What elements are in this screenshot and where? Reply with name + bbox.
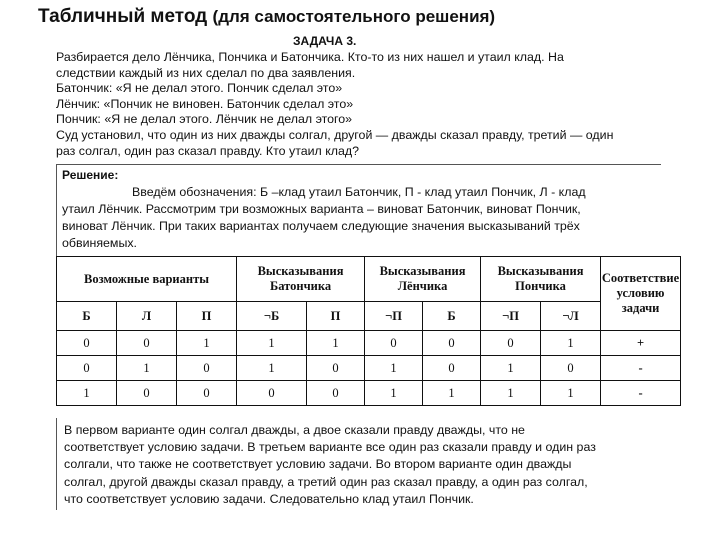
table-cell: 0 — [177, 381, 237, 406]
table-cell: 0 — [237, 381, 307, 406]
problem-line: Разбирается дело Лёнчика, Пончика и Батончика. Кто-то из них нашел и утаил клад. На — [56, 50, 564, 64]
problem-line: следствии каждый из них сделал по два заявления. — [56, 65, 356, 80]
title-main: Табличный метод — [38, 6, 208, 27]
table-cell: 1 — [237, 356, 307, 381]
subheader-cell: Л — [117, 302, 177, 331]
conclusion-line: что соответствует условию задачи. Следовательно клад утаил Пончик. — [64, 491, 474, 506]
table-cell: 1 — [481, 381, 541, 406]
subheader-cell: ¬П — [481, 302, 541, 331]
problem-line: раз солгал, один раз сказал правду. Кто утаил клад? — [56, 143, 360, 158]
solution-line: Введём обозначения: Б –клад утаил Батончик, П - клад утаил Пончик, Л - клад — [132, 185, 586, 199]
header-lenchik: Высказывания Лёнчика — [365, 257, 481, 302]
table-cell: 1 — [177, 331, 237, 356]
task-heading: ЗАДАЧА 3. — [293, 34, 357, 48]
table-cell: 1 — [57, 381, 117, 406]
problem-line: Пончик: «Я не делал этого. Лёнчик не делал этого» — [56, 112, 353, 127]
table-cell: 1 — [307, 331, 365, 356]
match-cell: + — [601, 331, 681, 356]
table-cell: 1 — [481, 356, 541, 381]
subheader-cell: ¬Б — [237, 302, 307, 331]
table-cell: 0 — [117, 381, 177, 406]
table-row — [57, 356, 681, 381]
subheader-cell: ¬Л — [541, 302, 601, 331]
header-ponchik: Высказывания Пончика — [481, 257, 601, 302]
subheader-cell: ¬П — [365, 302, 423, 331]
table-cell: 0 — [541, 356, 601, 381]
title-subtitle: (для самостоятельного решения) — [212, 7, 496, 26]
page-title — [38, 6, 495, 28]
table-cell: 1 — [541, 381, 601, 406]
table-cell: 0 — [57, 331, 117, 356]
header-baton: Высказывания Батончика — [237, 257, 365, 302]
header-match: Соответствие условию задачи — [601, 257, 681, 331]
subheader-cell: Б — [423, 302, 481, 331]
problem-line: Суд установил, что один из них дважды солгал, другой — дважды сказал правду, третий — один — [56, 127, 614, 142]
table-cell: 1 — [541, 331, 601, 356]
table-cell: 1 — [117, 356, 177, 381]
table-cell: 0 — [481, 331, 541, 356]
table-cell: 1 — [237, 331, 307, 356]
solution-label: Решение: — [62, 168, 119, 182]
table-row — [57, 331, 681, 356]
table-cell: 0 — [365, 331, 423, 356]
problem-statement — [56, 50, 696, 159]
table-cell: 1 — [365, 381, 423, 406]
solution-text — [62, 184, 657, 252]
match-cell: - — [601, 381, 681, 406]
table-cell: 0 — [307, 356, 365, 381]
problem-line: Лёнчик: «Пончик не виновен. Батончик сделал это» — [56, 96, 354, 111]
solution-line: виноват Лёнчик. При таких вариантах получаем следующие значения высказываний трёх — [62, 219, 580, 233]
header-variants: Возможные варианты — [57, 257, 237, 302]
subheader-cell: П — [177, 302, 237, 331]
conclusion-line: В первом варианте один солгал дважды, а двое сказали правду дважды, что не — [64, 423, 525, 437]
problem-line: Батончик: «Я не делал этого. Пончик сделал это» — [56, 81, 343, 96]
table-cell: 0 — [57, 356, 117, 381]
table-cell: 0 — [117, 331, 177, 356]
subheader-cell: Б — [57, 302, 117, 331]
truth-table — [56, 256, 681, 406]
conclusion-text — [64, 422, 676, 508]
solution-line: утаил Лёнчик. Рассмотрим три возможных варианта – виноват Батончик, виноват Пончик, — [62, 202, 581, 216]
table-cell: 1 — [423, 381, 481, 406]
table-cell: 0 — [307, 381, 365, 406]
table-cell: 0 — [423, 331, 481, 356]
match-cell: - — [601, 356, 681, 381]
subheader-cell: П — [307, 302, 365, 331]
table-cell: 0 — [423, 356, 481, 381]
table-cell: 0 — [177, 356, 237, 381]
conclusion-line: соответствует условию задачи. В третьем варианте все один раз сказали правду и один раз — [64, 440, 596, 455]
table-row — [57, 381, 681, 406]
solution-line: обвиняемых. — [62, 236, 137, 250]
conclusion-line: солгали, что также не соответствует условию задачи. Во втором варианте один дважды — [64, 457, 572, 472]
table-cell: 1 — [365, 356, 423, 381]
conclusion-line: солгал, другой дважды сказал правду, а третий один раз сказал правду, а один раз солгал, — [64, 474, 588, 489]
